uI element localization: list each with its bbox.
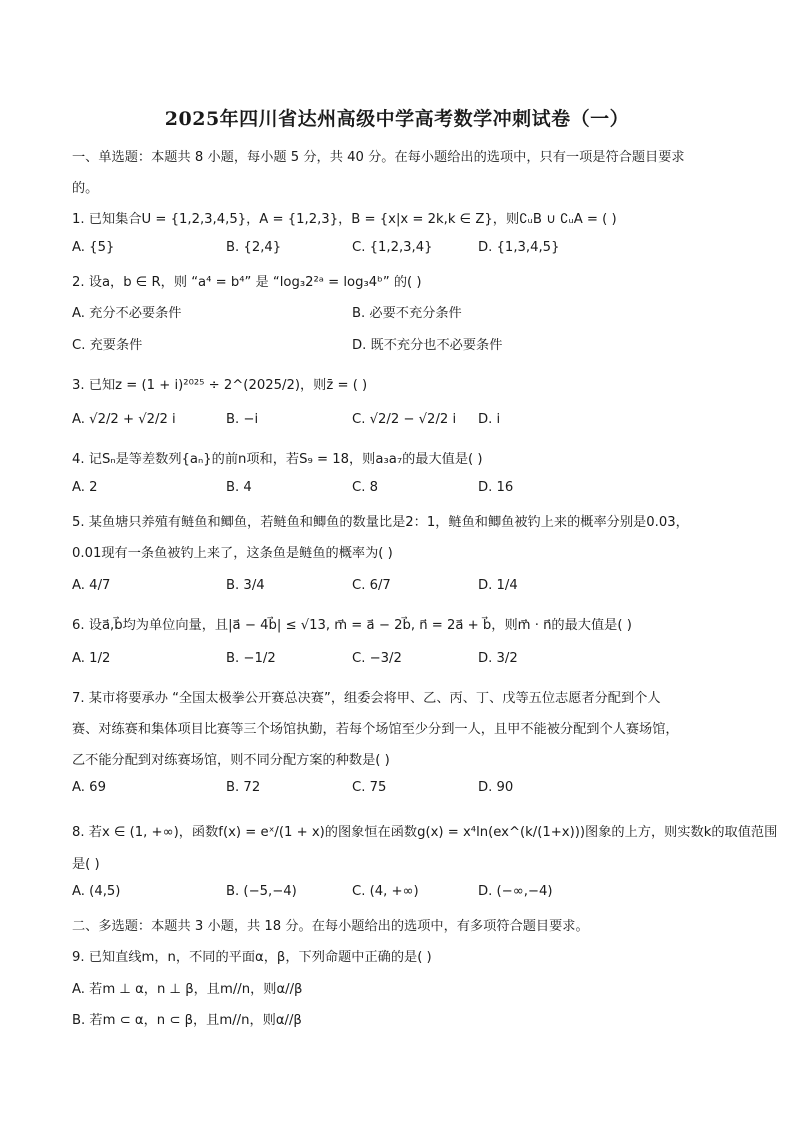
option-a: A. √2/2 + √2/2 i (72, 412, 176, 427)
option-d: D. 既不充分也不必要条件 (352, 338, 503, 353)
question-7-stem-cont1: 赛、对练赛和集体项目比赛等三个场馆执勤，若每个场馆至少分到一人，且甲不能被分配到个人赛场馆， (72, 722, 679, 737)
option-d: D. 16 (478, 480, 514, 495)
option-a: A. 1/2 (72, 651, 111, 666)
option-b: B. 必要不充分条件 (352, 306, 462, 321)
question-8-stem-cont: 是( ) (72, 857, 100, 872)
option-c: C. (4, +∞) (352, 884, 419, 899)
exam-title: 2025年四川省达州高级中学高考数学冲刺试卷（一） (164, 108, 630, 130)
option-d: D. 3/2 (478, 651, 518, 666)
section-2-heading: 二、多选题：本题共 3 小题，共 18 分。在每小题给出的选项中，有多项符合题目要求。 (72, 919, 589, 934)
question-2-stem: 2. 设a，b ∈ R，则 “a⁴ = b⁴” 是 “log₃2²ᵃ = log₃4ᵇ” 的( ) (72, 275, 422, 290)
option-c: C. {1,2,3,4} (352, 240, 433, 255)
question-1-stem: 1. 已知集合U = {1,2,3,4,5}，A = {1,2,3}，B = {x|x = 2k,k ∈ Z}，则∁ᵤB ∪ ∁ᵤA = ( ) (72, 212, 617, 227)
option-b: B. (−5,−4) (226, 884, 297, 899)
question-2-options-row2 (72, 334, 722, 356)
section-1-heading-cont: 的。 (72, 181, 99, 196)
option-c: C. 6/7 (352, 578, 391, 593)
question-9-stem: 9. 已知直线m，n，不同的平面α，β，下列命题中正确的是( ) (72, 950, 432, 965)
option-d: D. (−∞,−4) (478, 884, 553, 899)
option-d: D. 1/4 (478, 578, 518, 593)
question-9-option-b: B. 若m ⊂ α，n ⊂ β，且m//n，则α//β (72, 1013, 302, 1028)
option-b: B. −1/2 (226, 651, 276, 666)
option-c: C. 充要条件 (72, 338, 143, 353)
section-1-heading: 一、单选题：本题共 8 小题，每小题 5 分，共 40 分。在每小题给出的选项中，只有一项是符合题目要求 (72, 150, 685, 165)
question-5-stem-cont: 0.01现有一条鱼被钓上来了，这条鱼是鲢鱼的概率为( ) (72, 546, 393, 561)
question-4-stem: 4. 记Sₙ是等差数列{aₙ}的前n项和，若S₉ = 18，则a₃a₇的最大值是( ) (72, 452, 483, 467)
option-d: D. 90 (478, 780, 514, 795)
option-a: A. {5} (72, 240, 115, 255)
option-c: C. −3/2 (352, 651, 402, 666)
option-a: A. 69 (72, 780, 106, 795)
option-d: D. i (478, 412, 501, 427)
option-c: C. 75 (352, 780, 387, 795)
question-2-options-row1 (72, 302, 722, 324)
option-b: B. −i (226, 412, 259, 427)
option-a: A. 4/7 (72, 578, 111, 593)
option-c: C. 8 (352, 480, 378, 495)
question-5-options (72, 578, 722, 600)
question-7-options (72, 780, 722, 802)
option-b: B. {2,4} (226, 240, 282, 255)
question-9-option-a: A. 若m ⊥ α，n ⊥ β，且m//n，则α//β (72, 982, 303, 997)
question-5-stem: 5. 某鱼塘只养殖有鲢鱼和鲫鱼，若鲢鱼和鲫鱼的数量比是2：1，鲢鱼和鲫鱼被钓上来的概率分别是0.03， (72, 515, 689, 530)
question-8-stem: 8. 若x ∈ (1, +∞)，函数f(x) = eˣ/(1 + x)的图象恒在函数g(x) = x⁴ln(ex^(k/(1+x)))图象的上方，则实数k的取值范围 (72, 825, 778, 840)
question-3-options (72, 412, 722, 434)
question-7-stem: 7. 某市将要承办 “全国太极拳公开赛总决赛”，组委会将甲、乙、丙、丁、戊等五位志愿者分配到个人 (72, 691, 661, 706)
question-6-stem: 6. 设a⃗,b⃗均为单位向量，且|a⃗ − 4b⃗| ≤ √13, m⃗ = a⃗ − 2b⃗, n⃗ = 2a⃗ + b⃗，则m⃗ · n⃗的最大值是( ) (72, 618, 632, 633)
option-c: C. √2/2 − √2/2 i (352, 412, 457, 427)
question-7-stem-cont2: 乙不能分配到对练赛场馆，则不同分配方案的种数是( ) (72, 753, 390, 768)
question-4-options (72, 480, 722, 502)
question-1-options (72, 240, 722, 262)
option-a: A. 2 (72, 480, 98, 495)
option-a: A. (4,5) (72, 884, 121, 899)
question-6-options (72, 651, 722, 673)
question-8-options (72, 884, 722, 906)
option-d: D. {1,3,4,5} (478, 240, 560, 255)
option-b: B. 3/4 (226, 578, 265, 593)
option-b: B. 4 (226, 480, 252, 495)
question-3-stem: 3. 已知z = (1 + i)²⁰²⁵ ÷ 2^(2025/2)，则z̄ = ( ) (72, 378, 368, 393)
option-b: B. 72 (226, 780, 261, 795)
option-a: A. 充分不必要条件 (72, 306, 182, 321)
